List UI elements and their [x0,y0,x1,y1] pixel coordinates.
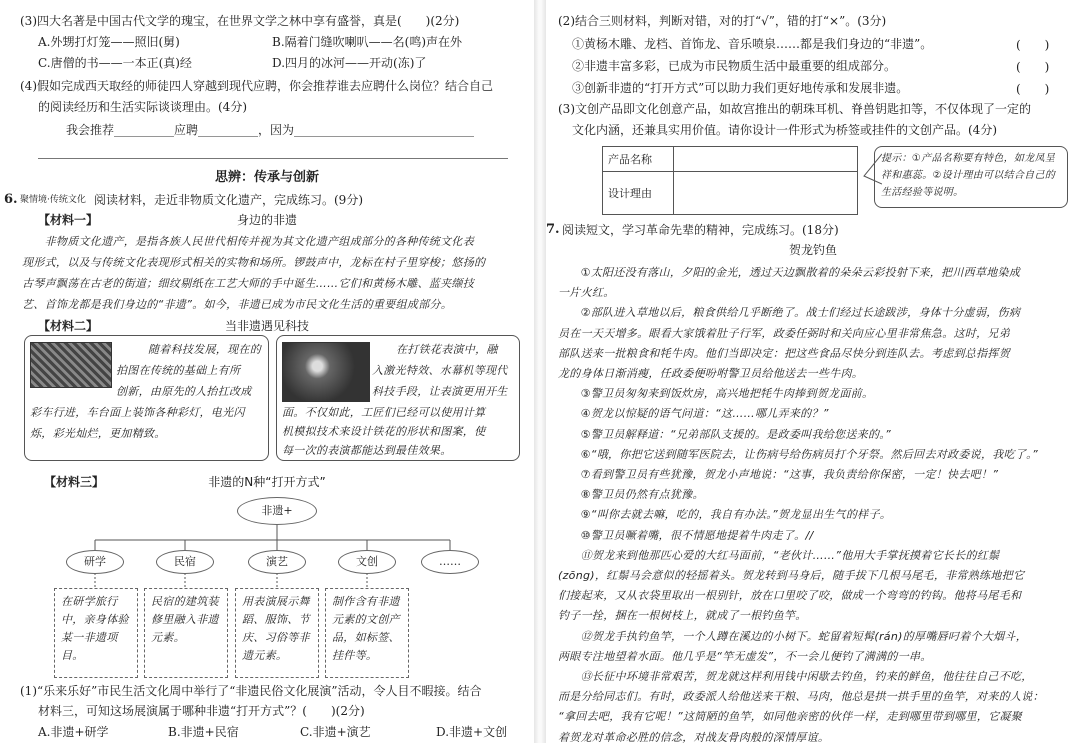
q6-1-line2: 材料三，可知这场展演属于哪种非遗“打开方式”？( )(2分) [38,704,365,718]
product-name-cell[interactable] [674,147,858,172]
material-2-text: 在打铁花表演中，融 [396,343,498,356]
product-table [602,146,858,215]
material-3-label: 【材料三】 [44,475,105,489]
story-line: ⑩警卫员噘着嘴，很不情愿地提着牛肉走了。// [558,528,814,542]
material-1-line: 古琴声飘荡在古老的街道；细纹剔纸在工艺大师的手中诞生……它们和黄杨木雕、蓝夹缬技 [22,277,474,290]
desc-homestay: 民宿的建筑装修里融入非遗元素。 [144,588,228,678]
answer-paren-2[interactable]: ( ) [1016,60,1050,74]
story-line: “拿回去吧，我有它呢！”这简陋的鱼竿，如同他亲密的伙伴一样，走到哪里带到哪里，它凝聚 [558,710,1022,724]
material-1-line: 现形式，以及与传统文化表现形式相关的实物和场所。锣鼓声中，龙标在村子里穿梭；悠扬的 [22,256,486,269]
q3-option-b: B.隔着门缝吹喇叭——名(鸣)声在外 [272,35,462,49]
question-4-line1: (4)假如完成西天取经的师徒四人穿越到现代应聘，你会推荐谁去应聘什么岗位？结合自己 [20,79,494,93]
question-3: (3)四大名著是中国古代文学的瑰宝，在世界文学之林中享有盛誉，真是( )(2分) [20,14,460,28]
material-2-text: 入激光特效、水幕机等现代 [372,364,508,377]
story-line: 部队送来一批粮食和牦牛肉。他们当即决定：把这些食品尽快分到连队去。考虑到总指挥贺 [558,346,1010,360]
story-line: ⑨“叫你去就去嘛，吃的，我自有办法。”贺龙显出生气的样子。 [558,508,892,522]
q3-option-a: A.外甥打灯笼——照旧(舅) [38,35,180,49]
story-line: ⑦看到警卫员有些犹豫，贺龙小声地说：“这事，我负责给你保密，一定！快去吧！” [558,468,999,481]
story-line: 着贺龙对革命必胜的信念，对战友骨肉般的深情厚谊。 [558,730,830,743]
story-title: 贺龙钓鱼 [788,243,837,257]
story-line: (zōng)，红鬃马会意似的轻摇着头。贺龙转到马身后，随手拔下几根马尾毛，非常熟练地把它 [558,569,1025,582]
judge-item-2: ②非遗丰富多彩，已成为市民物质生活中最重要的组成部分。 [572,59,897,73]
question-6-text: 阅读材料，走近非物质文化遗产，完成练习。(9分) [94,193,363,207]
section-title: 思辨：传承与创新 [214,170,319,185]
material-2-text: 拍图在传统的基础上有所 [116,364,241,377]
material-2-text: 科技手段，让表演更用开生 [372,385,508,398]
story-line: ①太阳还没有落山，夕阳的金光，透过天边飘散着的朵朵云彩投射下来，把川西草地染成 [558,266,1021,279]
material-2-text: 随着科技发展，现在的 [148,343,261,356]
node-more: …… [421,550,479,574]
iron-flower-photo [282,342,370,402]
material-1-title: 身边的非遗 [236,213,297,227]
material-2-text: 机模拟技术来设计铁花的形状和图案，使 [282,425,486,438]
story-line: 钓子一拴，捆在一根树枝上，就成了一根钓鱼竿。 [558,609,807,623]
question-7-number: 7. [546,222,560,237]
story-line: 一片火红。 [558,286,615,300]
q6-1-option-b: B.非遗+民宿 [168,725,239,739]
divider [38,158,508,159]
q4-fill-line[interactable]: 我会推荐__________应聘__________，因为______________________________ [66,123,475,137]
story-line: ③警卫员匆匆来到饭炊房，高兴地把牦牛肉捧到贺龙面前。 [558,387,874,401]
page-fold [534,0,546,743]
node-research: 研学 [66,550,124,574]
material-2-text: 烁，彩光灿烂，更加精致。 [30,427,166,440]
question-2: (2)结合三则材料，判断对错，对的打“√”，错的打“×”。(3分) [558,14,887,28]
story-line: ⑪贺龙来到他那匹心爱的大红马面前，“老伙计……”他用大手掌抚摸着它长长的红鬃 [558,548,1000,562]
product-name-label: 产品名称 [603,147,674,172]
node-creative: 文创 [338,550,396,574]
material-1-label: 【材料一】 [38,213,99,227]
material-2-text: 彩车行进，车台面上装饰各种彩灯，电光闪 [30,406,245,419]
design-reason-cell[interactable] [674,172,858,215]
desc-creative: 制作含有非遗元素的文创产品，如标签、挂件等。 [325,588,409,678]
story-line: ⑧警卫员仍然有点犹豫。 [558,488,704,502]
q6-1-option-d: D.非遗+文创 [436,725,508,739]
q6-1-option-a: A.非遗+研学 [38,725,109,739]
story-line: 们接起来，又从衣袋里取出一根别针，放在口里咬了咬，做成一个弯弯的钓钩。他将马尾毛和 [558,589,1022,603]
material-2-label: 【材料二】 [38,319,99,333]
story-line: 而是分给同志们。有时，政委派人给他送来干粮、马肉，他总是拱一拱手里的鱼竿，对来的人说： [558,690,1044,704]
parade-photo [30,342,112,388]
story-line: 龙的身体日渐消瘦，任政委便吩咐警卫员给他送去一些牛肉。 [558,367,864,380]
material-1-line: 艺、首饰龙都是我们身边的“非遗”。如今，非遗已成为市民文化生活的重要组成部分。 [22,298,453,311]
story-line: ⑫贺龙手执钓鱼竿，一个人蹲在溪边的小树下。蛇留着短髯(rán)的厚嘴唇叼着个大烟斗， [558,629,1028,643]
q6-tag: 聚情境·传统文化 [20,195,86,205]
q6-1-line1: (1)“乐来乐好”市民生活文化周中举行了“非遗民俗文化展演”活动，令人目不暇接。结合 [20,684,482,698]
desc-research: 在研学旅行中，亲身体验某一非遗项目。 [54,588,138,678]
q6-1-option-c: C.非遗+演艺 [300,725,371,739]
q3-option-c: C.唐僧的书——一本正(真)经 [38,56,192,70]
answer-paren-1[interactable]: ( ) [1016,38,1050,52]
q3-option-d: D.四月的冰河——开动(冻)了 [272,56,427,70]
left-page [0,0,534,743]
material-2-title: 当非遗遇见科技 [224,319,309,333]
hint-box: 提示：①产品名称要有特色，如龙凤呈祥和惠蕊。②设计理由可以结合自己的生活经验等说明。 [874,146,1068,208]
desc-performance: 用表演展示舞蹈、服饰、节庆、习俗等非遗元素。 [235,588,319,678]
story-line: ②部队进入草地以后，粮食供给几乎断绝了。战士们经过长途跋涉，身体十分虚弱，伤病 [558,306,1021,320]
node-performance: 演艺 [248,550,306,574]
judge-item-1: ①黄杨木雕、龙档、首饰龙、音乐喷泉……都是我们身边的“非遗”。 [572,37,933,51]
story-line: 员在一天天增多。眼看大家饿着肚子行军，政委任弼时和关向应心里非常焦急。这时，兄弟 [558,326,1010,340]
question-3-line2: 文化内涵，还兼具实用价值。请你设计一件形式为桥签或挂件的文创产品。(4分) [572,123,998,137]
answer-paren-3[interactable]: ( ) [1016,82,1050,96]
material-2-text: 面。不仅如此，工匠们已经可以使用计算 [282,406,486,419]
question-7-text: 阅读短文，学习革命先辈的精神，完成练习。(18分) [562,223,839,237]
story-line: ⑤警卫员解释道：“兄弟部队支援的。是政委叫我给您送来的。” [558,427,892,441]
right-page [546,0,1080,743]
root-node: 非遗+ [237,497,317,525]
material-2-text: 创新，由原先的人抬扛改成 [116,385,252,398]
question-3-line1: (3)文创产品即文化创意产品，如故宫推出的朝珠耳机、脊兽钥匙扣等，不仅体现了一定的 [558,102,1032,116]
story-line: ⑥“哦，你把它送到随军医院去，让伤病号给伤病员打个牙祭。然后回去对政委说，我吃了。” [558,447,1038,461]
story-line: 两眼专注地望着水面。他几乎是“竿无虚发”，不一会儿便钓了满满的一串。 [558,649,932,663]
design-reason-label: 设计理由 [603,172,674,215]
story-line: ④贺龙以惊疑的语气问道：“这……哪儿弄来的？” [558,407,829,421]
material-2-text: 每一次的表演都能达到最佳效果。 [282,444,452,457]
material-3-title: 非遗的N种“打开方式” [208,475,326,489]
question-6-number: 6. [4,192,18,207]
judge-item-3: ③创新非遗的“打开方式”可以助力我们更好地传承和发展非遗。 [572,81,909,95]
material-1-line: 非物质文化遗产，是指各族人民世代相传并视为其文化遗产组成部分的各种传统文化表 [22,235,474,248]
question-4-line2: 的阅读经历和生活实际谈谈理由。(4分) [38,100,247,114]
story-line: ⑬长征中环境非常艰苦，贺龙就这样利用钱中闲歇去钓鱼，钓来的鲜鱼，他往往自己不吃， [558,670,1033,683]
node-homestay: 民宿 [156,550,214,574]
